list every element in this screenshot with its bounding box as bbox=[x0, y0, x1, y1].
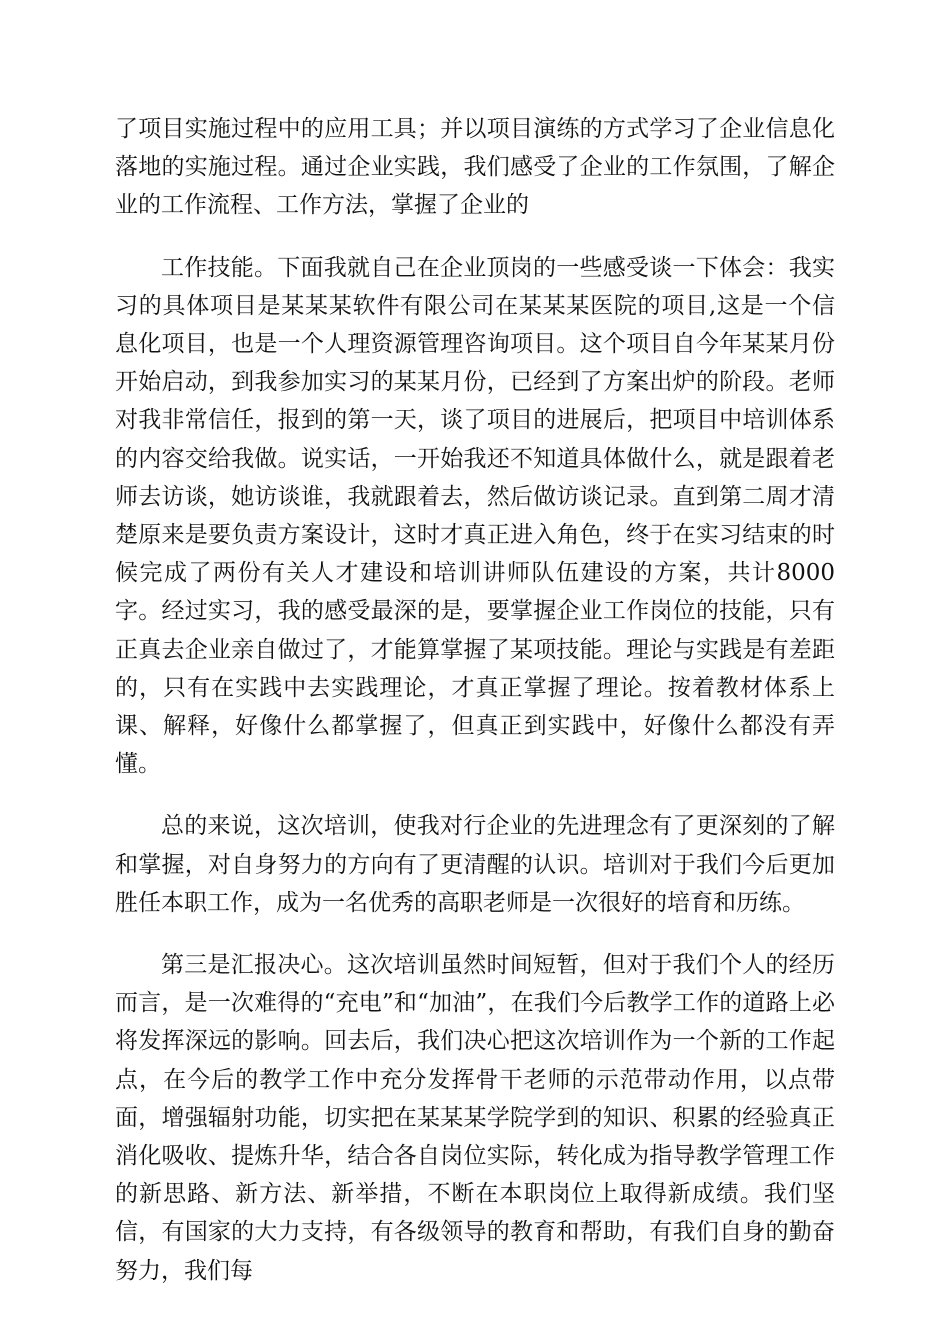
paragraph-1: 了项目实施过程中的应用工具；并以项目演练的方式学习了企业信息化落地的实施过程。通过企业实践，我们感受了企业的工作氛围，了解企业的工作流程、工作方法，掌握了企业的 bbox=[115, 116, 835, 219]
document-body bbox=[115, 110, 835, 1290]
paragraph-3: 总的来说，这次培训，使我对行企业的先进理念有了更深刻的了解和掌握，对自身努力的方向有了更清醒的认识。培训对于我们今后更加胜任本职工作，成为一名优秀的高职老师是一次很好的培育和历练。 bbox=[115, 813, 835, 916]
paragraph-2: 工作技能。下面我就自己在企业顶岗的一些感受谈一下体会：我实习的具体项目是某某某软件有限公司在某某某医院的项目,这是一个信息化项目，也是一个人理资源管理咨询项目。这个项目自今年某某月份开始启动，到我参加实习的某某月份，已经到了方案出炉的阶段。老师对我非常信任，报到的第一天，谈了项目的进展后，把项目中培训体系的内容交给我做。说实话，一开始我还不知道具体做什么，就是跟着老师去访谈，她访谈谁，我就跟着去，然后做访谈记录。直到第二周才清楚原来是要负责方案设计，这时才真正进入角色，终于在实习结束的时候完成了两份有关人才建设和培训讲师队伍建设的方案，共计8000字。经过实习，我的感受最深的是，要掌握企业工作岗位的技能，只有正真去企业亲自做过了，才能算掌握了某项技能。理论与实践是有差距的，只有在实践中去实践理论，才真正掌握了理论。按着教材体系上课、解释，好像什么都掌握了，但真正到实践中，好像什么都没有弄懂。 bbox=[115, 254, 835, 778]
paragraph-4: 第三是汇报决心。这次培训虽然时间短暂，但对于我们个人的经历而言，是一次难得的“充电”和“加油”，在我们今后教学工作的道路上必将发挥深远的影响。回去后，我们决心把这次培训作为一个新的工作起点，在今后的教学工作中充分发挥骨干老师的示范带动作用，以点带面，增强辐射功能，切实把在某某某学院学到的知识、积累的经验真正消化吸收、提炼升华，结合各自岗位实际，转化成为指导教学管理工作的新思路、新方法、新举措，不断在本职岗位上取得新成绩。我们坚信，有国家的大力支持，有各级领导的教育和帮助，有我们自身的勤奋努力，我们每 bbox=[115, 952, 835, 1284]
